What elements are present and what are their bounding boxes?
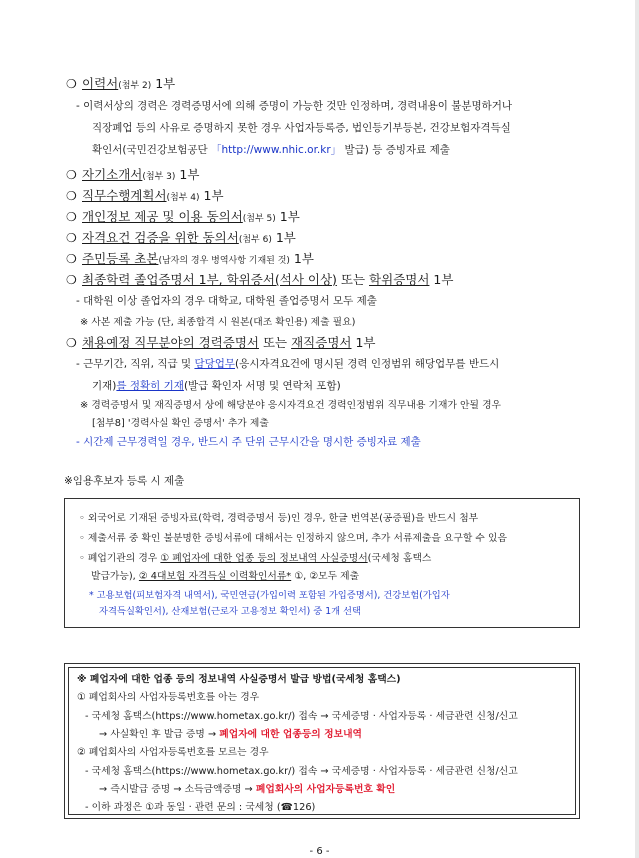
item-attach: (첨부 5): [242, 214, 276, 224]
resume-note-line2: 직장폐업 등의 사유로 증명하지 못한 경우 사업자등록증, 법인등기부등본, 건강보험자격득실: [92, 122, 511, 134]
submission-notes-box: [64, 498, 580, 628]
item-job-plan: [66, 188, 224, 204]
item-title: 자기소개서: [82, 167, 143, 182]
box2-case2-step2: → 즉시발급 증명 → 소득금액증명 → 폐업회사의 사업자등록번호 확인: [99, 784, 396, 795]
item-self-intro: [66, 167, 199, 183]
box2-case1-step1: - 국세청 홈택스(https://www.hometax.go.kr/) 접속 → 국세증명 · 사업자등록 · 세금관련 신청/신고: [85, 711, 518, 722]
item-resume: [66, 76, 175, 92]
item-count: 1부: [155, 76, 176, 91]
page-number: - 6 -: [309, 846, 330, 857]
circle-bullet-icon: ❍: [66, 189, 77, 203]
item-title: 직무수행계획서: [82, 188, 167, 203]
career-note1: ※ 경력증명서 및 재직증명서 상에 해당분야 응시자격요건 경력인정범위 직무내용 기재가 안될 경우: [80, 400, 502, 411]
item-count: 1부: [279, 209, 300, 224]
circle-bullet-icon: ❍: [66, 273, 77, 287]
item-count: 1부: [293, 251, 314, 266]
education-note2: ※ 사본 제출 가능 (단, 최종합격 시 원본(대조 확인용) 제출 필요): [80, 317, 356, 328]
item-count: 1부: [275, 230, 296, 245]
closed-business-cert-box: [64, 663, 580, 819]
circle-bullet-icon: ❍: [66, 336, 77, 350]
box1-line4: 발급가능), ② 4대보험 자격득실 이력확인서류* ①, ②모두 제출: [91, 571, 360, 582]
circle-bullet-icon: ❍: [66, 168, 77, 182]
education-note1: - 대학원 이상 졸업자의 경우 대학교, 대학원 졸업증명서 모두 제출: [76, 295, 377, 307]
item-attach: (첨부 2): [118, 81, 152, 91]
career-note3: - 시간제 근무경력일 경우, 반드시 주 단위 근무시간을 명시한 증빙자료 제출: [76, 436, 421, 448]
box2-case2: ② 폐업회사의 사업자등록번호를 모르는 경우: [77, 747, 269, 758]
item-attach: (첨부 6): [238, 235, 272, 245]
career-note2: [첨부8] '경력사실 확인 증명서' 추가 제출: [92, 418, 269, 429]
item-education: ❍ 최종학력 졸업증명서 1부, 학위증서(석사 이상) 또는 학위증명서 1부: [66, 272, 454, 287]
box2-case2-step1: - 국세청 홈택스(https://www.hometax.go.kr/) 접속 → 국세증명 · 사업자등록 · 세금관련 신청/신고: [85, 766, 518, 777]
item-title: 주민등록 초본: [82, 251, 159, 266]
box2-case3: - 이하 과정은 ①과 동일 · 관련 문의 : 국세청 (☎126): [85, 802, 316, 813]
box1-line3: ◦ 폐업기관의 경우 ① 폐업자에 대한 업종 등의 정보내역 사실증명서(국세청 홈택스: [79, 553, 432, 564]
item-qualification-consent: [66, 230, 296, 246]
circle-bullet-icon: ❍: [66, 210, 77, 224]
item-privacy-consent: [66, 209, 300, 225]
resume-note-line3: 확인서(국민건강보험공단 「http://www.nhic.or.kr」 발급) 등 증빙자료 제출: [92, 144, 450, 156]
candidate-section-title: ※임용후보자 등록 시 제출: [64, 475, 185, 487]
nhic-link[interactable]: 「http://www.nhic.or.kr」: [211, 144, 342, 156]
item-count: 1부: [203, 188, 224, 203]
item-resident-abstract: [66, 251, 314, 267]
career-line2: 기재)를 정확히 기재(발급 확인자 서명 및 연락처 포함): [92, 380, 341, 392]
item-attach: (첨부 3): [142, 172, 176, 182]
item-title: 이력서: [82, 76, 119, 91]
circle-bullet-icon: ❍: [66, 77, 77, 91]
item-title: 개인정보 제공 및 이용 동의서: [82, 209, 243, 224]
item-attach: (남자의 경우 병역사항 기재된 것): [158, 256, 290, 266]
circle-bullet-icon: ❍: [66, 252, 77, 266]
box2-case1: ① 폐업회사의 사업자등록번호를 아는 경우: [77, 692, 260, 703]
box2-title: ※ 폐업자에 대한 업종 등의 정보내역 사실증명서 발급 방법(국세청 홈택스): [77, 674, 401, 685]
box1-line1: ◦ 외국어로 기재된 증빙자료(학력, 경력증명서 등)인 경우, 한글 번역본(공증필)을 반드시 첨부: [79, 513, 479, 524]
box1-line5: * 고용보험(피보험자격 내역서), 국민연금(가입이력 포함된 가입증명서), 건강보험(가입자: [89, 590, 450, 601]
page-edge: [635, 0, 639, 858]
item-title: 자격요건 검증을 위한 동의서: [82, 230, 239, 245]
item-attach: (첨부 4): [166, 193, 200, 203]
item-count: 1부: [179, 167, 200, 182]
box1-line6: 자격득실확인서), 산재보험(근로자 고용정보 확인서) 중 1개 선택: [99, 606, 362, 617]
resume-note-line1: - 이력서상의 경력은 경력증명서에 의해 증명이 가능한 것만 인정하며, 경력내용이 불분명하거나: [76, 100, 513, 112]
circle-bullet-icon: ❍: [66, 231, 77, 245]
box2-case1-step2: → 사실확인 후 발급 증명 → 폐업자에 대한 업종등의 정보내역: [99, 729, 363, 740]
item-career: ❍ 채용예정 직무분야의 경력증명서 또는 재직증명서 1부: [66, 335, 376, 350]
career-line1: - 근무기간, 직위, 직급 및 담당업무(응시자격요건에 명시된 경력 인정범위 해당업무를 반드시: [76, 358, 500, 370]
box1-line2: ◦ 제출서류 중 확인 불분명한 증빙서류에 대해서는 인정하지 않으며, 추가 서류제출을 요구할 수 있음: [79, 533, 507, 544]
